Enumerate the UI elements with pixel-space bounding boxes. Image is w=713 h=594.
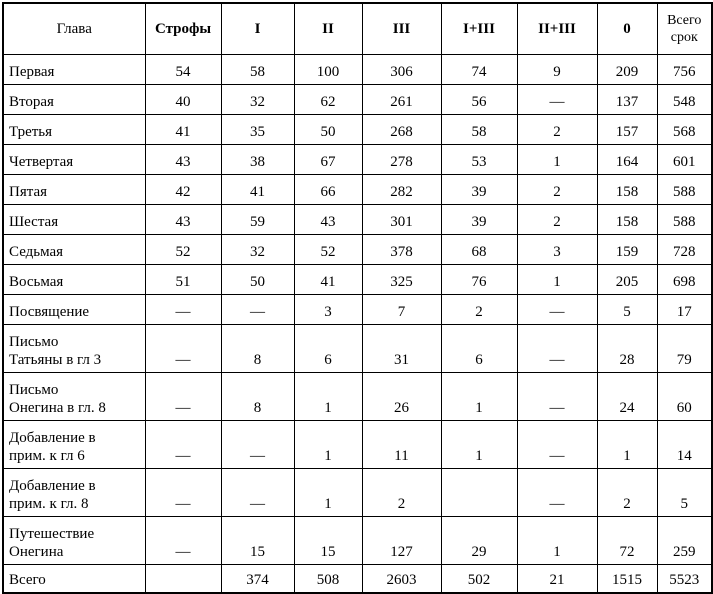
table-cell: — — [221, 421, 294, 469]
table-cell: — — [517, 469, 597, 517]
row-label: Пятая — [3, 175, 145, 205]
table-cell: 5523 — [657, 565, 712, 594]
table-cell: 1 — [294, 373, 362, 421]
table-cell: 39 — [441, 175, 517, 205]
table-cell: 1 — [517, 517, 597, 565]
table-row — [3, 235, 712, 265]
table-cell: — — [517, 373, 597, 421]
table-cell: 38 — [221, 145, 294, 175]
table-cell: 1 — [441, 373, 517, 421]
table-row — [3, 295, 712, 325]
header-stanzas: Строфы — [145, 3, 221, 55]
header-row — [3, 3, 712, 55]
row-label: Добавление в прим. к гл. 8 — [3, 469, 145, 517]
row-label: Путешествие Онегина — [3, 517, 145, 565]
table-cell: 35 — [221, 115, 294, 145]
header-col-i-iii: I+III — [441, 3, 517, 55]
row-label: Первая — [3, 55, 145, 85]
table-cell: 32 — [221, 235, 294, 265]
table-cell: 7 — [362, 295, 441, 325]
table-row — [3, 565, 712, 594]
table-cell: 1 — [441, 421, 517, 469]
table-cell: 41 — [145, 115, 221, 145]
table-cell: 2 — [517, 205, 597, 235]
table-cell: 26 — [362, 373, 441, 421]
table-row — [3, 55, 712, 85]
table-cell: 2 — [597, 469, 657, 517]
table-cell: 1 — [517, 145, 597, 175]
table-row — [3, 421, 712, 469]
table-cell: 43 — [145, 205, 221, 235]
table-cell: — — [517, 295, 597, 325]
table-cell: 5 — [657, 469, 712, 517]
table-row — [3, 85, 712, 115]
table-cell: — — [145, 469, 221, 517]
table-cell: 28 — [597, 325, 657, 373]
table-cell: 56 — [441, 85, 517, 115]
table-cell: 15 — [221, 517, 294, 565]
table-cell: 41 — [221, 175, 294, 205]
row-label: Четвертая — [3, 145, 145, 175]
table-cell: 282 — [362, 175, 441, 205]
table-cell: 1 — [517, 265, 597, 295]
row-label: Письмо Татьяны в гл 3 — [3, 325, 145, 373]
table-cell: 3 — [517, 235, 597, 265]
table-row — [3, 517, 712, 565]
table-cell: 568 — [657, 115, 712, 145]
table-cell: 158 — [597, 205, 657, 235]
table-cell: 2603 — [362, 565, 441, 594]
table-cell: — — [145, 373, 221, 421]
table-cell: 29 — [441, 517, 517, 565]
row-label: Вторая — [3, 85, 145, 115]
table-cell: — — [517, 325, 597, 373]
table-cell: 8 — [221, 373, 294, 421]
table-cell: 325 — [362, 265, 441, 295]
table-cell: 2 — [517, 115, 597, 145]
table-cell: — — [145, 517, 221, 565]
table-cell: 79 — [657, 325, 712, 373]
table-row — [3, 175, 712, 205]
table-cell: 588 — [657, 175, 712, 205]
row-label: Добавление в прим. к гл 6 — [3, 421, 145, 469]
table-cell: 60 — [657, 373, 712, 421]
table-cell: 6 — [294, 325, 362, 373]
table-cell: 378 — [362, 235, 441, 265]
table-cell: 3 — [294, 295, 362, 325]
table-cell: 601 — [657, 145, 712, 175]
table-cell: 268 — [362, 115, 441, 145]
table-cell: 43 — [145, 145, 221, 175]
table-cell: 157 — [597, 115, 657, 145]
header-col-i: I — [221, 3, 294, 55]
table-cell: 54 — [145, 55, 221, 85]
table-cell: 1 — [597, 421, 657, 469]
table-cell: 6 — [441, 325, 517, 373]
table-cell: 301 — [362, 205, 441, 235]
table-cell: 66 — [294, 175, 362, 205]
table-cell: 17 — [657, 295, 712, 325]
table-cell: 2 — [517, 175, 597, 205]
table-cell: 2 — [362, 469, 441, 517]
table-body — [3, 55, 712, 594]
table-cell: 137 — [597, 85, 657, 115]
table-cell: 9 — [517, 55, 597, 85]
table-cell: 159 — [597, 235, 657, 265]
table-cell: — — [221, 469, 294, 517]
table-cell — [145, 565, 221, 594]
table-cell: — — [221, 295, 294, 325]
table-cell: — — [145, 295, 221, 325]
header-col-iii: III — [362, 3, 441, 55]
table-row — [3, 115, 712, 145]
table-cell: 14 — [657, 421, 712, 469]
table-cell: 1 — [294, 421, 362, 469]
row-label: Шестая — [3, 205, 145, 235]
table-cell: 278 — [362, 145, 441, 175]
stanza-table — [2, 2, 713, 594]
table-cell: 2 — [441, 295, 517, 325]
table-cell: 502 — [441, 565, 517, 594]
table-row — [3, 145, 712, 175]
table-cell: 39 — [441, 205, 517, 235]
table-cell: 52 — [294, 235, 362, 265]
table-row — [3, 205, 712, 235]
table-cell: 58 — [221, 55, 294, 85]
table-cell: 261 — [362, 85, 441, 115]
table-cell: 5 — [597, 295, 657, 325]
table-cell: 588 — [657, 205, 712, 235]
table-cell: 21 — [517, 565, 597, 594]
table-cell: 508 — [294, 565, 362, 594]
table-cell: 306 — [362, 55, 441, 85]
table-cell: 32 — [221, 85, 294, 115]
table-cell: 1 — [294, 469, 362, 517]
table-cell: 158 — [597, 175, 657, 205]
table-cell: — — [145, 325, 221, 373]
table-cell: 76 — [441, 265, 517, 295]
table-cell: 50 — [221, 265, 294, 295]
table-cell: — — [145, 421, 221, 469]
table-cell: 259 — [657, 517, 712, 565]
row-label: Письмо Онегина в гл. 8 — [3, 373, 145, 421]
row-label: Восьмая — [3, 265, 145, 295]
table-row — [3, 265, 712, 295]
table-cell: 127 — [362, 517, 441, 565]
table-cell: 698 — [657, 265, 712, 295]
table-cell: 548 — [657, 85, 712, 115]
table-cell: — — [517, 421, 597, 469]
table-cell: 205 — [597, 265, 657, 295]
row-label: Всего — [3, 565, 145, 594]
table-cell: 52 — [145, 235, 221, 265]
row-label: Посвящение — [3, 295, 145, 325]
table-cell: 15 — [294, 517, 362, 565]
table-cell: 53 — [441, 145, 517, 175]
page — [2, 2, 713, 594]
header-col-ii: II — [294, 3, 362, 55]
table-cell: 42 — [145, 175, 221, 205]
table-cell: 100 — [294, 55, 362, 85]
table-cell: 24 — [597, 373, 657, 421]
table-cell: 374 — [221, 565, 294, 594]
table-cell: 50 — [294, 115, 362, 145]
table-cell: 68 — [441, 235, 517, 265]
table-cell: 72 — [597, 517, 657, 565]
table-cell: 8 — [221, 325, 294, 373]
header-col-ii-iii: II+III — [517, 3, 597, 55]
table-cell: 756 — [657, 55, 712, 85]
row-label: Седьмая — [3, 235, 145, 265]
table-cell: 31 — [362, 325, 441, 373]
table-cell: 11 — [362, 421, 441, 469]
table-cell: 41 — [294, 265, 362, 295]
row-label: Третья — [3, 115, 145, 145]
table-cell: 728 — [657, 235, 712, 265]
table-cell: 43 — [294, 205, 362, 235]
table-cell: 67 — [294, 145, 362, 175]
table-cell: 1515 — [597, 565, 657, 594]
table-cell: 58 — [441, 115, 517, 145]
table-cell: 62 — [294, 85, 362, 115]
header-col-0: 0 — [597, 3, 657, 55]
table-cell: 51 — [145, 265, 221, 295]
table-cell: 209 — [597, 55, 657, 85]
table-cell: 74 — [441, 55, 517, 85]
header-chapter: Глава — [3, 3, 145, 55]
table-row — [3, 373, 712, 421]
table-cell: 59 — [221, 205, 294, 235]
table-cell — [441, 469, 517, 517]
table-cell: 40 — [145, 85, 221, 115]
header-total: Всего срок — [657, 3, 712, 55]
table-cell: 164 — [597, 145, 657, 175]
table-row — [3, 469, 712, 517]
table-cell: — — [517, 85, 597, 115]
table-row — [3, 325, 712, 373]
